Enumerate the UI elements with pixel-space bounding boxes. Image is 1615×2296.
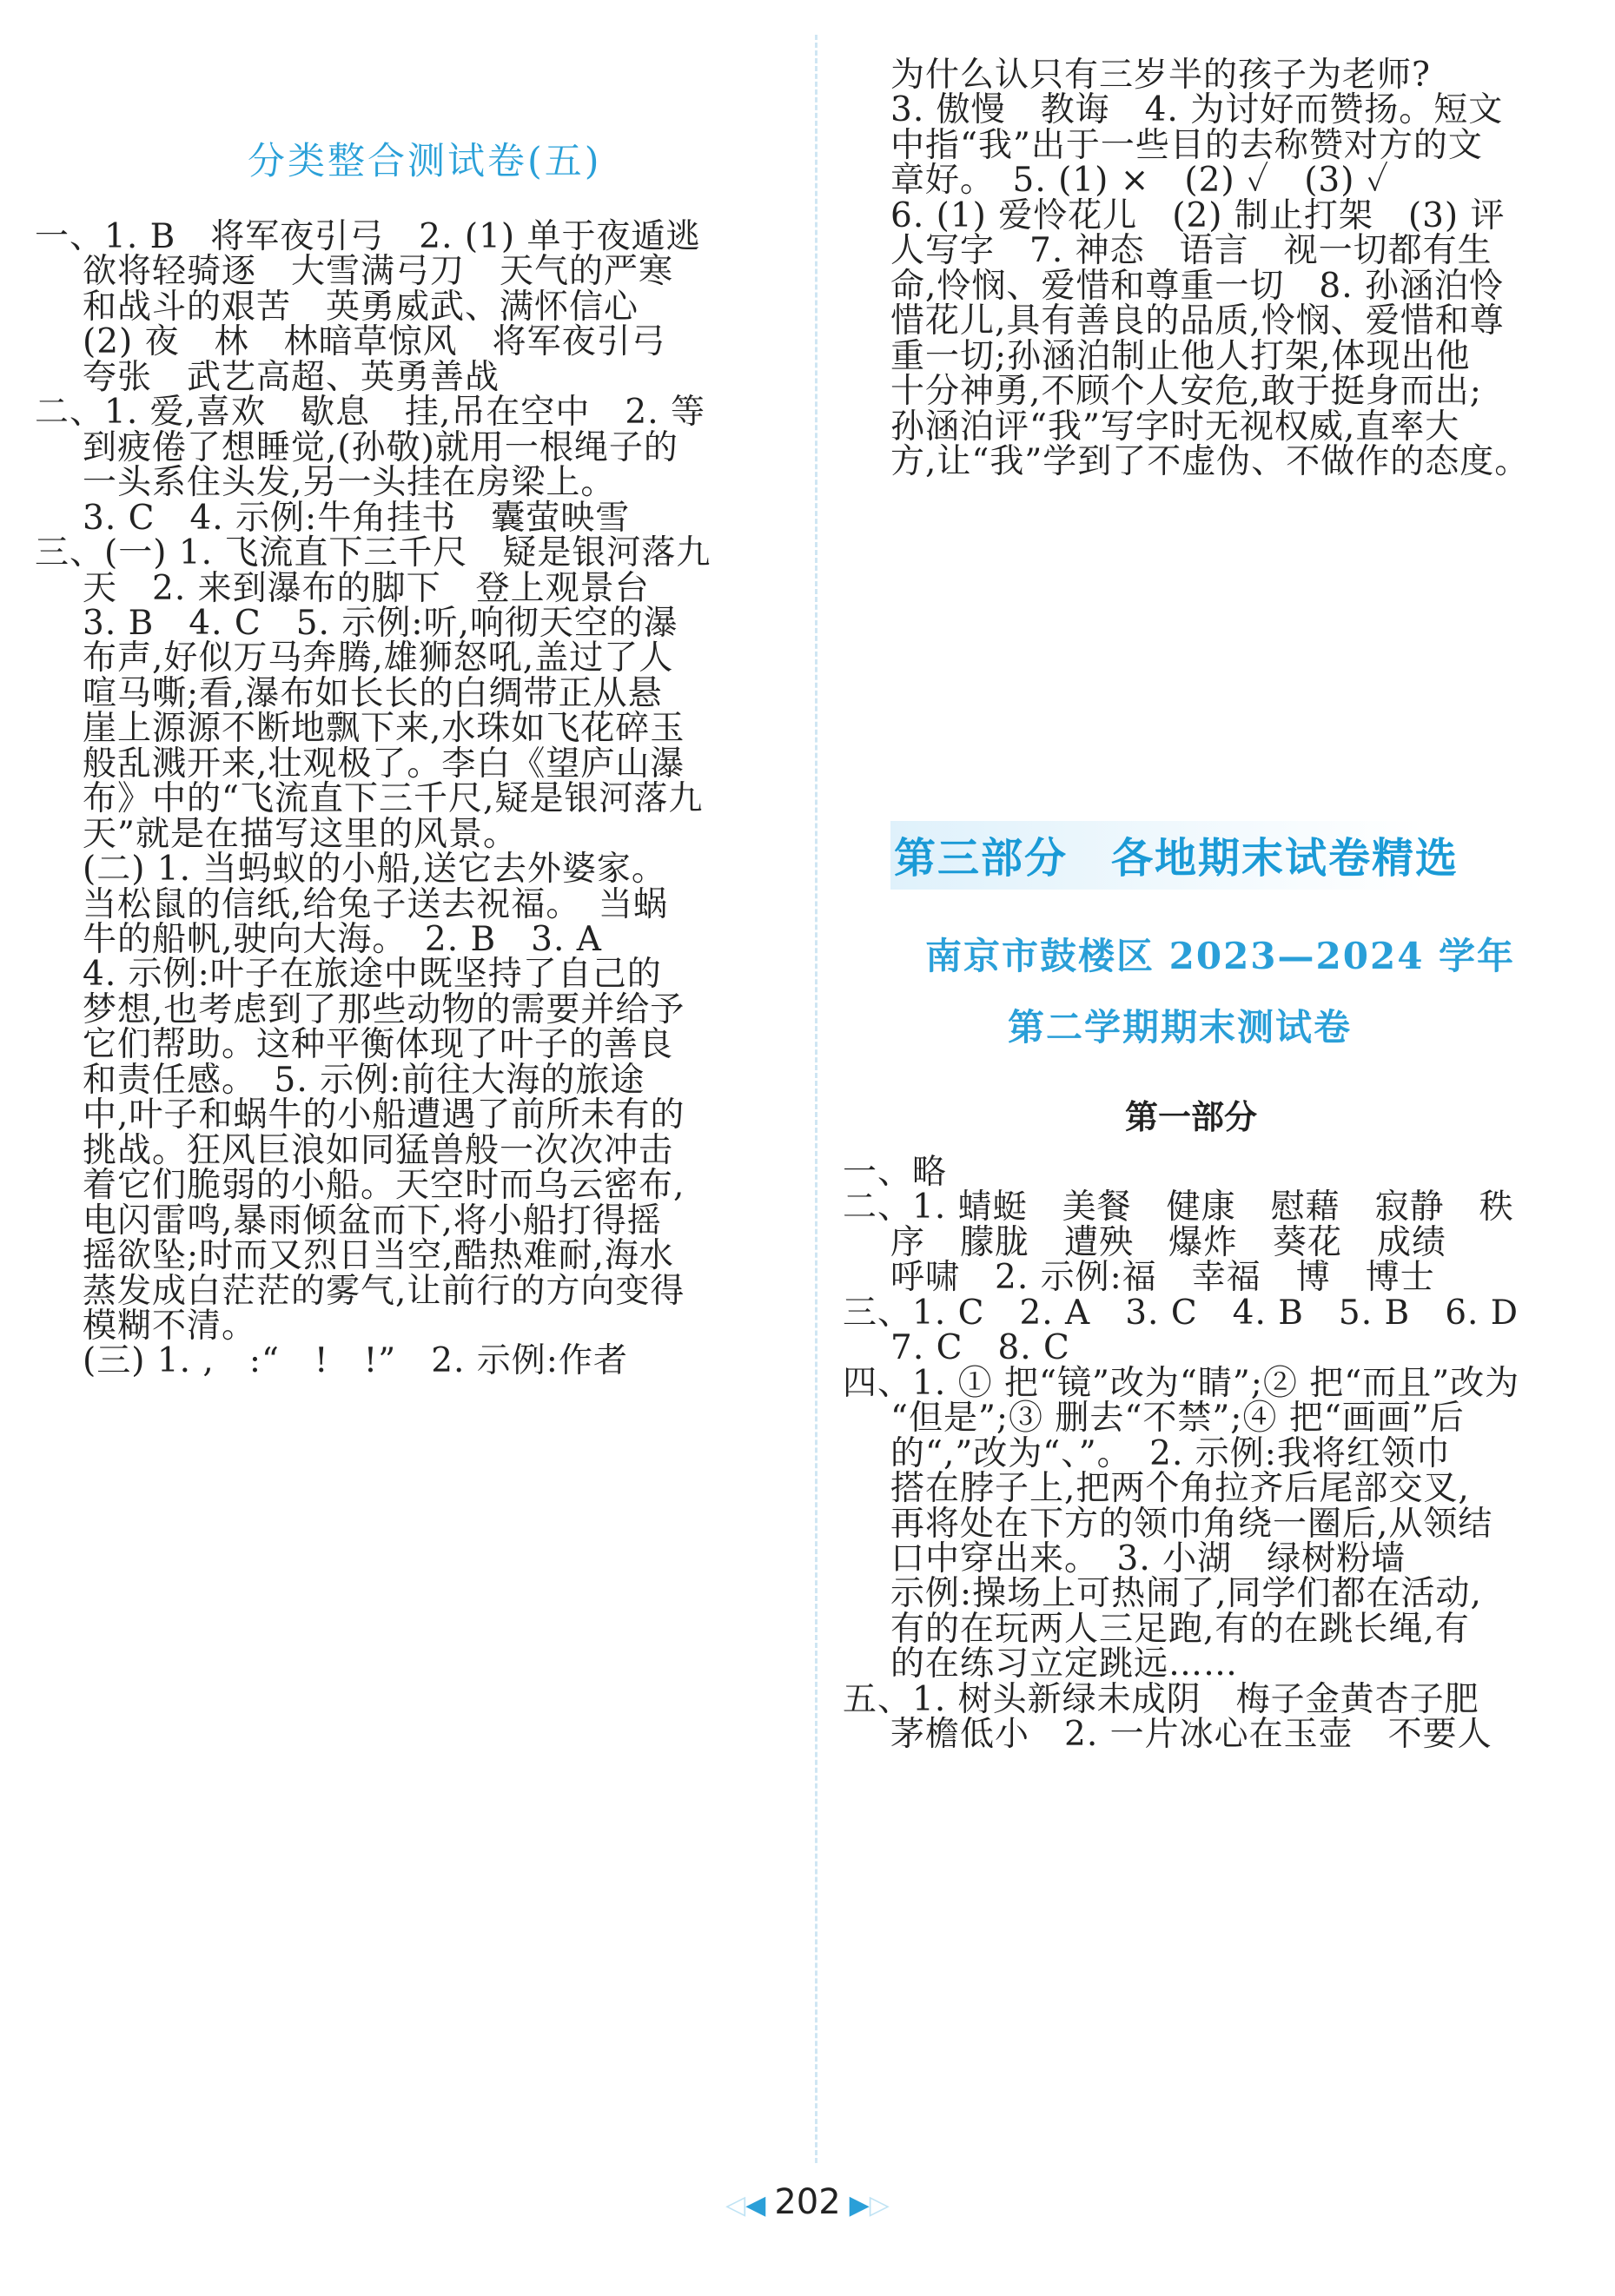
answer-line: 重一切;孙涵泊制止他人打架,体现出他 [890,336,1471,376]
answer-line: 中指“我”出于一些目的去称赞对方的文 [890,125,1483,165]
answer-line: 布》中的“飞流直下三千尺,疑是银河落九 [83,779,704,819]
answer-line: 模糊不清。 [83,1306,257,1346]
answer-line: 4. 示例:叶子在旅途中既坚持了自己的 [83,955,662,995]
prev-arrow-icon: ◀ [745,2190,766,2220]
answer-line: 茅檐低小 2. 一片冰心在玉壶 不要人 [890,1715,1493,1755]
exam-title-line-2: 第二学期期末测试卷 [1008,1006,1353,1049]
answer-line: 五、1. 树头新绿未成阴 梅子金黄杏子肥 [843,1679,1479,1719]
answer-line: 和责任感。 5. 示例:前往大海的旅途 [83,1060,645,1100]
answer-line: 二、1. 蜻蜓 美餐 健康 慰藉 寂静 秩 [843,1188,1514,1227]
column-divider [815,35,817,2163]
answer-line: 喧马嘶;看,瀑布如长长的白绸带正从悬 [83,673,663,713]
answer-line: 夸张 武艺高超、英勇善战 [83,357,500,397]
answer-line: 牛的船帆,驶向大海。 2. B 3. A [83,920,602,959]
exam-title-line-1: 南京市鼓楼区 2023—2024 学年 [925,935,1516,977]
next-arrow-light-icon: ▷ [869,2190,890,2220]
answer-line: 它们帮助。这种平衡体现了叶子的善良 [83,1025,674,1065]
answer-line: 序 朦胧 遭殃 爆炸 葵花 成绩 [890,1222,1447,1262]
answer-line: 的“,”改为“、”。 2. 示例:我将红领巾 [890,1433,1451,1473]
answer-line: 天”就是在描写这里的风景。 [83,814,518,854]
answer-line: 崖上源源不断地飘下来,水珠如飞花碎玉 [83,709,685,749]
answer-line: 到疲倦了想睡觉,(孙敬)就用一根绳子的 [83,427,678,467]
answer-line: 3. C 4. 示例:牛角挂书 囊萤映雪 [83,498,631,538]
answer-line: 挑战。狂风巨浪如同猛兽般一次次冲击 [83,1130,674,1170]
answer-line: (三) 1. , :“ ! !” 2. 示例:作者 [83,1341,628,1381]
answer-line: 三、(一) 1. 飞流直下三千尺 疑是银河落九 [35,533,712,573]
answer-line: 一头系住头发,另一头挂在房梁上。 [83,463,616,503]
answer-line: 命,怜悯、爱惜和尊重一切 8. 孙涵泊怜 [890,266,1505,306]
answer-line: 般乱溅开来,壮观极了。李白《望庐山瀑 [83,744,685,784]
answer-line: 和战斗的艰苦 英勇威武、满怀信心 [83,287,639,327]
answer-line: 中,叶子和蜗牛的小船遭遇了前所未有的 [83,1095,685,1135]
page-footer [0,2176,1615,2228]
answer-line: (2) 夜 林 林暗草惊风 将军夜引弓 [83,322,666,362]
answer-line: 再将处在下方的领巾角绕一圈后,从领结 [890,1504,1493,1544]
answer-line: 的在练习立定跳远…… [890,1644,1239,1684]
answer-line: 一、略 [843,1153,948,1192]
part-heading: 第三部分 各地期末试卷精选 [890,821,1471,890]
section-title: 分类整合测试卷(五) [248,140,602,183]
answer-line: 人写字 7. 神态 语言 视一切都有生 [890,231,1493,271]
answer-line: 惜花儿,具有善良的品质,怜悯、爱惜和尊 [890,301,1505,341]
answer-line: 一、1. B 将军夜引弓 2. (1) 单于夜遁逃 [35,217,701,256]
answer-line: 十分神勇,不顾个人安危,敢于挺身而出; [890,372,1482,412]
answer-line: 摇欲坠;时而又烈日当空,酷热难耐,海水 [83,1236,674,1276]
answer-line: 6. (1) 爱怜花儿 (2) 制止打架 (3) 评 [890,195,1506,235]
answer-line: 三、1. C 2. A 3. C 4. B 5. B 6. D [843,1293,1519,1333]
answer-line: 着它们脆弱的小船。天空时而乌云密布, [83,1166,685,1206]
page-number: 202 [774,2182,841,2222]
answer-line: “但是”;③ 删去“不禁”;④ 把“画画”后 [890,1399,1465,1439]
section-heading: 第一部分 [1125,1097,1258,1136]
answer-line: 欲将轻骑逐 大雪满弓刀 天气的严寒 [83,252,674,292]
answer-line: 梦想,也考虑到了那些动物的需要并给予 [83,989,685,1029]
answer-line: 口中穿出来。 3. 小湖 绿树粉墙 [890,1538,1407,1578]
next-arrow-icon: ▶ [849,2190,870,2220]
answer-line: 3. B 4. C 5. 示例:听,响彻天空的瀑 [83,603,678,643]
prev-arrow-light-icon: ◁ [725,2190,746,2220]
answer-line: 电闪雷鸣,暴雨倾盆而下,将小船打得摇 [83,1201,662,1241]
answer-line: 当松鼠的信纸,给兔子送去祝福。 当蜗 [83,884,668,924]
answer-line: 四、1. ① 把“镜”改为“睛”;② 把“而且”改为 [843,1363,1520,1403]
answer-line: 蒸发成白茫茫的雾气,让前行的方向变得 [83,1271,685,1311]
answer-line: 7. C 8. C [890,1328,1070,1368]
answer-line: 有的在玩两人三足跑,有的在跳长绳,有 [890,1609,1470,1649]
answer-line: 方,让“我”学到了不虚伪、不做作的态度。 [890,441,1530,481]
answer-line: 示例:操场上可热闹了,同学们都在活动, [890,1574,1482,1614]
answer-line: 天 2. 来到瀑布的脚下 登上观景台 [83,568,650,608]
answer-line: 布声,好似万马奔腾,雄狮怒吼,盖过了人 [83,639,674,678]
answer-line: (二) 1. 当蚂蚁的小船,送它去外婆家。 [83,850,666,890]
answer-line: 呼啸 2. 示例:福 幸福 博 博士 [890,1258,1435,1298]
answer-line: 搭在脖子上,把两个角拉齐后尾部交叉, [890,1469,1470,1509]
answer-line: 章好。 5. (1) × (2) ✓ (3) ✓ [890,161,1390,201]
answer-line: 为什么认只有三岁半的孩子为老师? [890,56,1431,95]
answer-line: 3. 傲慢 教诲 4. 为讨好而赞扬。短文 [890,90,1504,130]
answer-line: 二、1. 爱,喜欢 歇息 挂,吊在空中 2. 等 [35,393,706,433]
answer-line: 孙涵泊评“我”写字时无视权威,直率大 [890,407,1460,447]
